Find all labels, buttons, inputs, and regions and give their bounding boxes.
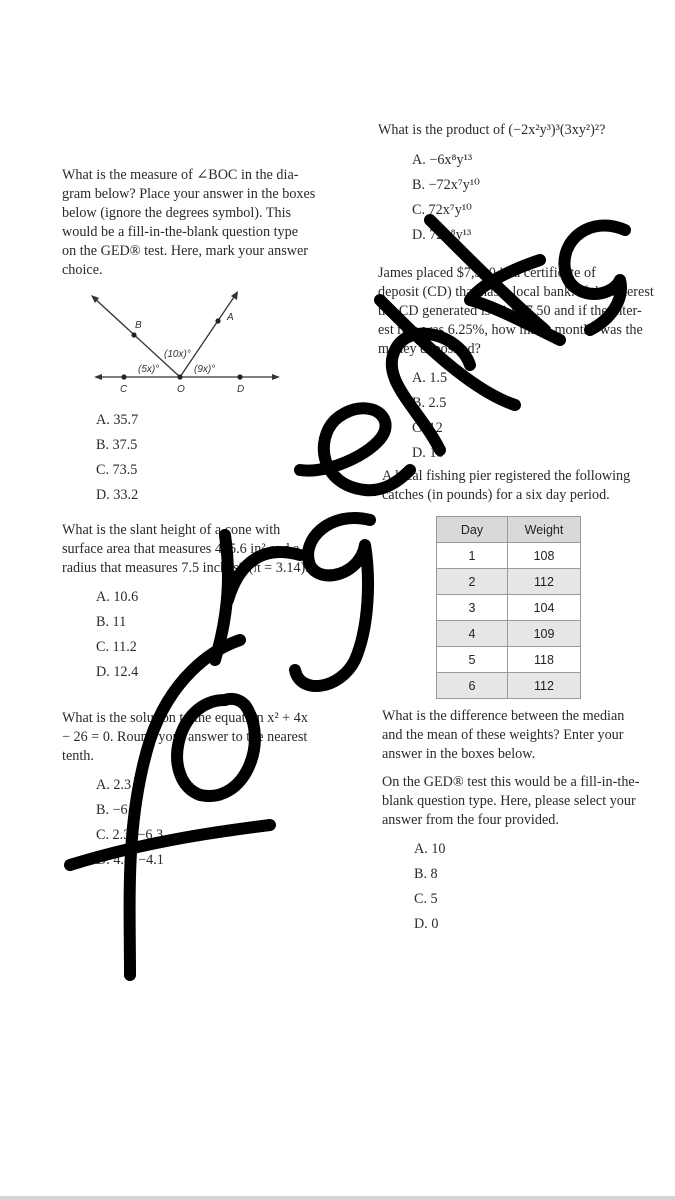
- label-o: O: [177, 384, 185, 395]
- stem-line: surface area that measures 435.6 in² and a: [62, 541, 300, 557]
- option-c[interactable]: C. 12: [412, 420, 443, 436]
- option-d[interactable]: D. 72x⁸y¹³: [412, 227, 472, 243]
- header-weight: Weight: [508, 517, 581, 543]
- weight-cell: 104: [508, 595, 581, 621]
- option-b[interactable]: B. 8: [414, 866, 438, 882]
- option-c[interactable]: C. 2.3, −6.3: [96, 827, 164, 843]
- option-a[interactable]: A. 10.6: [96, 589, 139, 605]
- stem-line: catches (in pounds) for a six day period.: [382, 487, 610, 503]
- stroke-e: [300, 408, 410, 490]
- option-b[interactable]: B. −6.3: [96, 802, 139, 818]
- stem-line: gram below? Place your answer in the boxes: [62, 186, 316, 202]
- weight-cell: 112: [508, 673, 581, 699]
- option-b[interactable]: B. 11: [96, 614, 127, 630]
- stem-line: What is the difference between the median: [382, 708, 625, 724]
- stem-line: On the GED® test this would be a fill-in-the-: [382, 774, 640, 790]
- label-d: D: [237, 384, 245, 395]
- option-b[interactable]: B. 2.5: [412, 395, 447, 411]
- header-day: Day: [437, 517, 508, 543]
- stem-line: deposit (CD) that has a local bank. If the interest: [378, 284, 654, 300]
- weight-cell: 109: [508, 621, 581, 647]
- option-c[interactable]: C. 73.5: [96, 462, 138, 478]
- label-angle-top: (10x)°: [164, 349, 191, 360]
- day-cell: 5: [437, 647, 508, 673]
- stroke-k: [430, 220, 560, 340]
- weight-cell: 112: [508, 569, 581, 595]
- option-d[interactable]: D. 4.4, −4.1: [96, 852, 164, 868]
- option-d[interactable]: D. 0: [414, 916, 439, 932]
- option-a[interactable]: A. 35.7: [96, 412, 139, 428]
- stem-line: money deposited?: [378, 341, 481, 357]
- weight-cell: 118: [508, 647, 581, 673]
- stem-line: and the mean of these weights? Enter your: [382, 727, 624, 743]
- day-cell: 3: [437, 595, 508, 621]
- option-a[interactable]: A. −6x⁸y¹³: [412, 152, 473, 168]
- label-c: C: [120, 384, 128, 395]
- stem-line: tenth.: [62, 748, 94, 764]
- option-d[interactable]: D. 33.2: [96, 487, 139, 503]
- stem-line: answer from the four provided.: [382, 812, 559, 828]
- option-b[interactable]: B. 37.5: [96, 437, 138, 453]
- stem-line: on the GED® test. Here, mark your answer: [62, 243, 308, 259]
- label-angle-right: (9x)°: [194, 364, 216, 375]
- label-b: B: [135, 320, 142, 331]
- stem-line: A local fishing pier registered the following: [382, 468, 631, 484]
- question-stem: What is the product of (−2x²y³)³(3xy²)²?: [378, 122, 606, 138]
- stroke-g: [295, 518, 370, 686]
- stroke-o: [177, 699, 255, 796]
- stem-line: What is the solution to the equation x² + 4x: [62, 710, 308, 726]
- stem-line: choice.: [62, 262, 103, 278]
- option-d[interactable]: D. 18: [412, 445, 444, 461]
- option-b[interactable]: B. −72x⁷y¹⁰: [412, 177, 480, 193]
- stem-line: answer in the boxes below.: [382, 746, 536, 762]
- stem-line: − 26 = 0. Round your answer to the nearest: [62, 729, 308, 745]
- stroke-f: [130, 640, 240, 975]
- option-a[interactable]: A. 1.5: [412, 370, 448, 386]
- option-c[interactable]: C. 5: [414, 891, 438, 907]
- label-angle-left: (5x)°: [138, 364, 160, 375]
- stem-line: What is the measure of ∠BOC in the dia-: [62, 167, 299, 183]
- label-a: A: [227, 312, 234, 323]
- option-c[interactable]: C. 72x⁷y¹⁰: [412, 202, 472, 218]
- stroke-d: [380, 300, 515, 450]
- stem-line: would be a fill-in-the-blank question type: [62, 224, 299, 240]
- stem-line: radius that measures 7.5 inches? (π = 3.14).: [62, 560, 309, 576]
- day-cell: 2: [437, 569, 508, 595]
- stroke-f-bar: [70, 825, 270, 865]
- day-cell: 4: [437, 621, 508, 647]
- weight-cell: 108: [508, 543, 581, 569]
- option-a[interactable]: A. 10: [414, 841, 446, 857]
- day-cell: 1: [437, 543, 508, 569]
- stem-line: below (ignore the degrees symbol). This: [62, 205, 292, 221]
- option-c[interactable]: C. 11.2: [96, 639, 137, 655]
- option-d[interactable]: D. 12.4: [96, 664, 139, 680]
- stem-line: est rate was 6.25%, how many months was the: [378, 322, 643, 338]
- stroke-a: [564, 226, 625, 330]
- stem-line: James placed $7,500 in a certificate of: [378, 265, 596, 281]
- stem-line: blank question type. Here, please select your: [382, 793, 636, 809]
- stem-line: the CD generated is $1,687.50 and if the inter-: [378, 303, 642, 319]
- stem-line: What is the slant height of a cone with: [62, 522, 281, 538]
- day-cell: 6: [437, 673, 508, 699]
- bottom-edge-bar: [0, 1196, 675, 1200]
- option-a[interactable]: A. 2.3: [96, 777, 132, 793]
